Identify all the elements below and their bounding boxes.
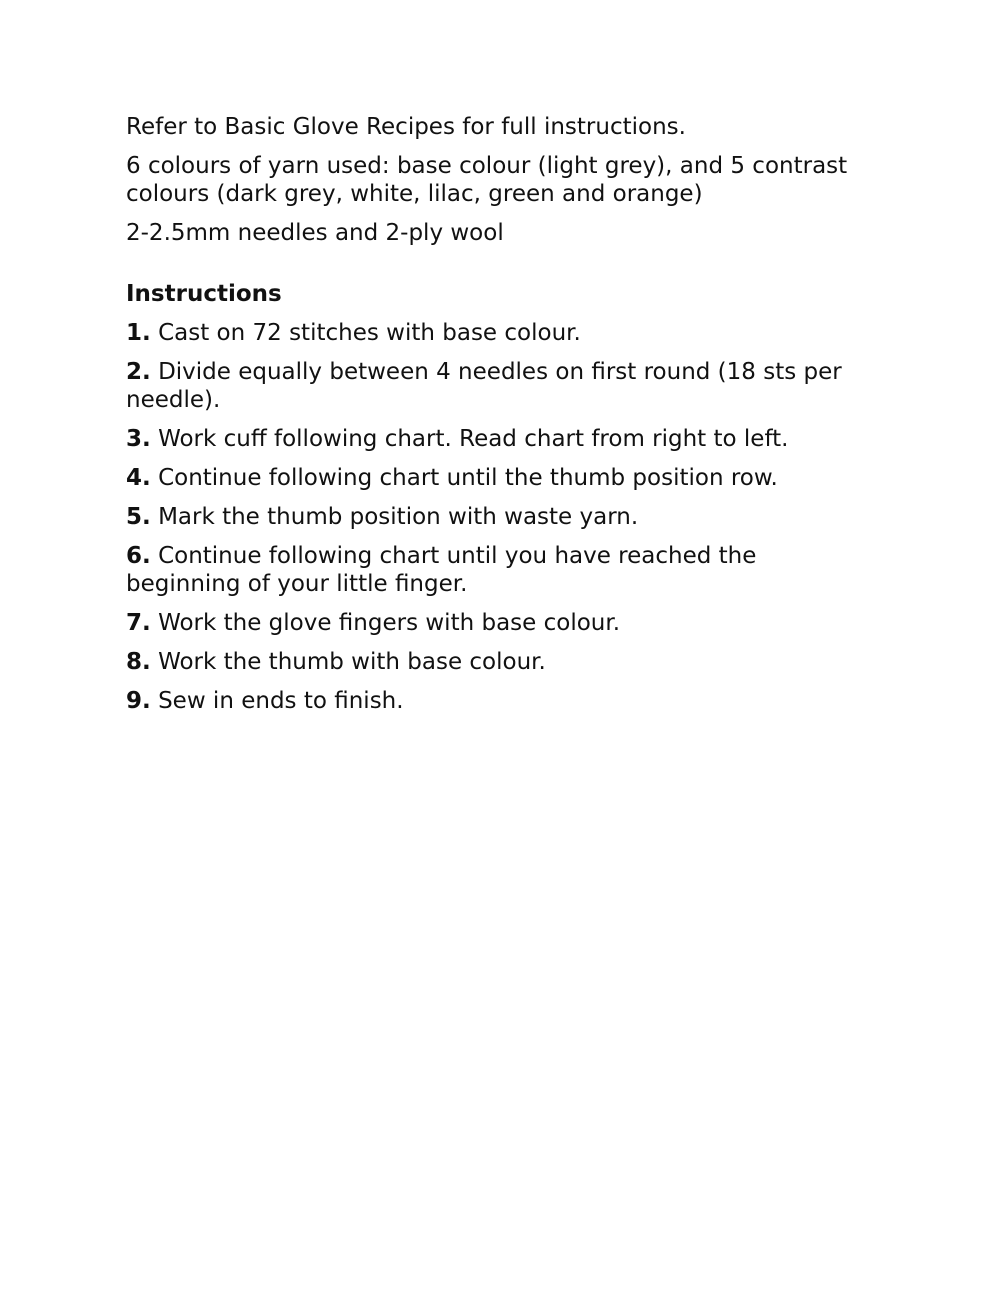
document-page <box>126 113 866 726</box>
instruction-step <box>126 319 866 347</box>
step-number: 6. <box>126 543 151 569</box>
step-number: 7. <box>126 610 151 636</box>
instruction-step <box>126 503 866 531</box>
step-text: Continue following chart until you have reached the beginning of your little finger. <box>126 543 757 597</box>
instruction-step <box>126 609 866 637</box>
instructions-list <box>126 319 866 715</box>
instruction-step <box>126 648 866 676</box>
instruction-step <box>126 542 866 598</box>
step-text: Cast on 72 stitches with base colour. <box>158 320 581 346</box>
instruction-step <box>126 425 866 453</box>
step-number: 1. <box>126 320 151 346</box>
step-number: 8. <box>126 649 151 675</box>
step-text: Work cuff following chart. Read chart from right to left. <box>158 426 789 452</box>
step-text: Mark the thumb position with waste yarn. <box>158 504 639 530</box>
step-number: 9. <box>126 688 151 714</box>
step-text: Sew in ends to finish. <box>158 688 404 714</box>
intro-reference: Refer to Basic Glove Recipes for full instructions. <box>126 114 686 140</box>
instruction-step <box>126 464 866 492</box>
intro-needles-wool: 2-2.5mm needles and 2-ply wool <box>126 220 504 246</box>
instruction-step <box>126 687 866 715</box>
step-number: 3. <box>126 426 151 452</box>
step-text: Divide equally between 4 needles on first round (18 sts per needle). <box>126 359 842 413</box>
step-number: 2. <box>126 359 151 385</box>
step-number: 4. <box>126 465 151 491</box>
instructions-heading: Instructions <box>126 281 282 307</box>
step-text: Work the thumb with base colour. <box>158 649 546 675</box>
step-text: Work the glove fingers with base colour. <box>158 610 621 636</box>
intro-yarn-colours: 6 colours of yarn used: base colour (light grey), and 5 contrast colours (dark grey, white, lilac, green and orange) <box>126 153 848 207</box>
instruction-step <box>126 358 866 414</box>
step-number: 5. <box>126 504 151 530</box>
step-text: Continue following chart until the thumb position row. <box>158 465 778 491</box>
